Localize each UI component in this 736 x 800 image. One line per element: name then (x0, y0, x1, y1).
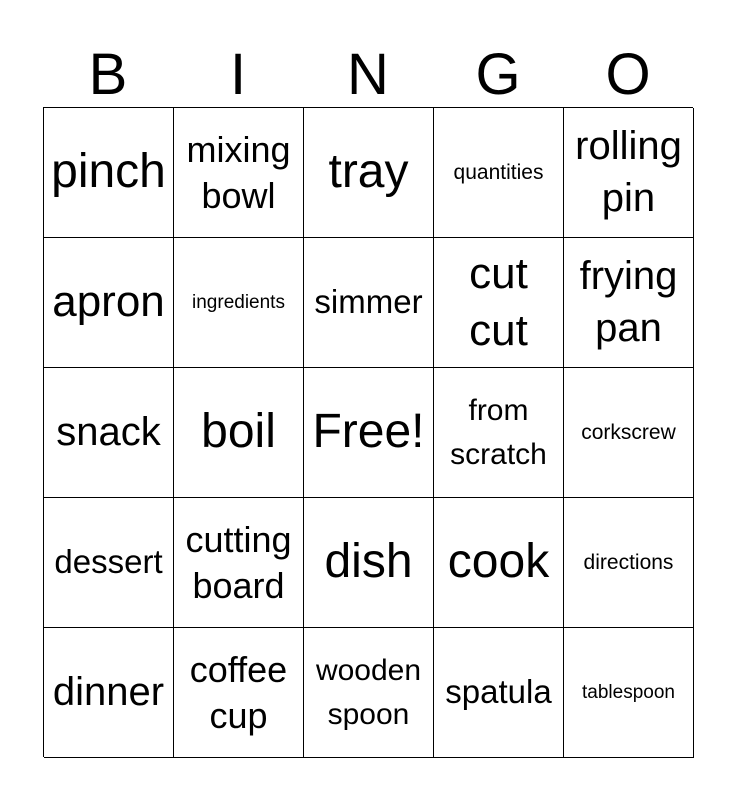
cell-text: frying pan (579, 254, 678, 350)
cell-text: from scratch (450, 394, 547, 471)
cell-text: dish (324, 535, 413, 589)
bingo-board (43, 107, 693, 757)
bingo-cell[interactable] (174, 628, 304, 758)
cell-text: corkscrew (581, 420, 676, 444)
bingo-cell[interactable] (304, 368, 434, 498)
bingo-cell[interactable] (44, 498, 174, 628)
header-letter-b: B (88, 42, 128, 107)
bingo-cell[interactable] (564, 368, 694, 498)
header-letter-o: O (605, 42, 651, 107)
bingo-cell[interactable] (44, 628, 174, 758)
bingo-cell[interactable] (434, 108, 564, 238)
bingo-cell[interactable] (174, 368, 304, 498)
bingo-cell[interactable] (44, 368, 174, 498)
cell-text: boil (201, 405, 276, 459)
bingo-cell[interactable] (174, 498, 304, 628)
cell-text: spatula (445, 673, 552, 711)
bingo-cell[interactable] (44, 108, 174, 238)
header-letter-g: G (475, 42, 521, 107)
cell-text: tray (328, 145, 409, 199)
bingo-cell[interactable] (174, 238, 304, 368)
cell-text: wooden spoon (315, 654, 422, 731)
bingo-cell[interactable] (564, 108, 694, 238)
cell-text: pinch (51, 145, 166, 199)
cell-text: tablespoon (582, 681, 675, 703)
bingo-header (43, 44, 693, 106)
cell-text: cut cut (469, 249, 528, 355)
cell-text: cook (447, 535, 550, 589)
bingo-cell[interactable] (304, 108, 434, 238)
bingo-cell[interactable] (434, 628, 564, 758)
cell-text: snack (56, 409, 161, 454)
bingo-cell[interactable] (174, 108, 304, 238)
cell-text: dessert (54, 543, 163, 581)
bingo-cell[interactable] (44, 238, 174, 368)
bingo-cell[interactable] (434, 238, 564, 368)
bingo-cell[interactable] (304, 238, 434, 368)
cell-text: mixing bowl (186, 129, 291, 216)
bingo-cell[interactable] (564, 498, 694, 628)
cell-text: coffee cup (189, 649, 288, 736)
cell-text: cutting board (185, 519, 292, 606)
cell-text: Free! (312, 405, 425, 459)
header-letter-n: N (347, 42, 389, 107)
cell-text: quantities (453, 160, 544, 184)
bingo-cell[interactable] (304, 628, 434, 758)
bingo-cell[interactable] (434, 368, 564, 498)
cell-text: ingredients (192, 291, 285, 313)
cell-text: rolling pin (575, 124, 682, 220)
bingo-cell[interactable] (564, 628, 694, 758)
bingo-cell[interactable] (564, 238, 694, 368)
cell-text: dinner (52, 669, 165, 714)
cell-text: directions (583, 550, 674, 574)
header-letter-i: I (229, 42, 247, 107)
bingo-cell[interactable] (304, 498, 434, 628)
cell-text: simmer (314, 283, 423, 321)
bingo-cell[interactable] (434, 498, 564, 628)
cell-text: apron (52, 277, 165, 327)
